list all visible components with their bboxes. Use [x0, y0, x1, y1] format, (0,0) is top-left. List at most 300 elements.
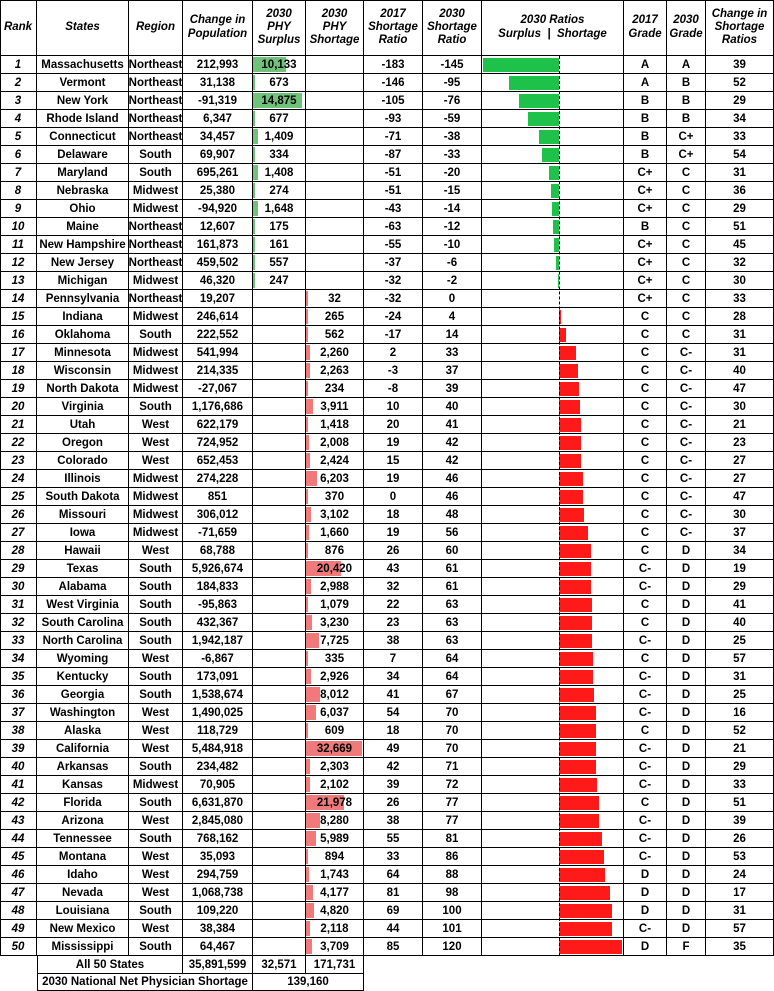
shortage-cell — [306, 326, 364, 344]
surplus-cell — [253, 146, 306, 164]
change-ratio-cell — [706, 218, 774, 236]
surplus-cell — [253, 200, 306, 218]
rank-cell — [0, 668, 37, 686]
state-text: Ohio — [69, 202, 96, 215]
grade-2017-cell — [624, 434, 667, 452]
rank-text: 16 — [11, 328, 25, 341]
ratio-2030-cell — [423, 380, 482, 398]
population-change-cell — [183, 236, 253, 254]
shortage-bar — [306, 705, 316, 720]
ratio-shortage-bar — [559, 400, 580, 414]
ratio-2017-text: -183 — [381, 58, 405, 71]
change-ratio-cell — [706, 722, 774, 740]
surplus-cell — [253, 362, 306, 380]
population-change-text: 459,502 — [196, 256, 239, 269]
grade-2030-cell — [667, 74, 706, 92]
shortage-bar — [306, 309, 308, 324]
ratio-2017-cell — [364, 884, 423, 902]
ratio-shortage-bar — [559, 886, 610, 900]
header-grade-2030: 2030 Grade — [667, 0, 706, 56]
grade-2030-text: C — [681, 328, 691, 341]
change-ratio-cell — [706, 290, 774, 308]
rank-text: 48 — [11, 904, 25, 917]
change-ratio-cell — [706, 488, 774, 506]
grade-2017-cell — [624, 200, 667, 218]
ratio-2017-text: -24 — [384, 310, 402, 323]
grade-2030-cell — [667, 740, 706, 758]
region-text: Northeast — [128, 112, 183, 125]
population-change-text: 35,093 — [199, 850, 236, 863]
shortage-bar — [306, 759, 310, 774]
population-change-text: -6,867 — [201, 652, 234, 665]
grade-2017-cell — [624, 470, 667, 488]
change-ratio-text: 53 — [733, 850, 746, 863]
surplus-text: 175 — [269, 220, 289, 233]
shortage-cell — [306, 110, 364, 128]
rank-text: 44 — [11, 832, 25, 845]
shortage-text: 3,709 — [320, 940, 349, 953]
shortage-text: 8,280 — [320, 814, 349, 827]
grade-2017-cell — [624, 128, 667, 146]
grade-2030-text: C — [681, 238, 691, 251]
surplus-text: 14,875 — [261, 94, 297, 107]
rank-cell — [0, 812, 37, 830]
state-cell — [37, 596, 129, 614]
grade-2030-text: D — [681, 580, 691, 593]
population-change-text: 64,467 — [199, 940, 236, 953]
region-text: South — [139, 940, 172, 953]
state-text: New York — [56, 94, 109, 107]
grade-2030-cell — [667, 254, 706, 272]
region-cell — [129, 362, 183, 380]
state-text: North Dakota — [46, 382, 119, 395]
ratio-2030-text: 77 — [445, 814, 459, 827]
state-text: Missouri — [58, 508, 107, 521]
population-change-text: 234,482 — [196, 760, 239, 773]
ratio-2030-cell — [423, 668, 482, 686]
grade-2017-cell — [624, 866, 667, 884]
population-change-cell — [183, 920, 253, 938]
grade-2017-text: A — [640, 76, 650, 89]
header-change-population: Change in Population — [183, 0, 253, 56]
rank-cell — [0, 920, 37, 938]
change-ratio-text: 31 — [733, 328, 746, 341]
region-cell — [129, 920, 183, 938]
ratio-2030-text: 33 — [445, 346, 459, 359]
shortage-cell — [306, 218, 364, 236]
rank-text: 22 — [11, 436, 25, 449]
state-text: West Virginia — [46, 598, 119, 611]
ratio-2017-text: -71 — [384, 130, 402, 143]
ratio-2017-cell — [364, 236, 423, 254]
ratio-2017-text: 33 — [386, 850, 400, 863]
surplus-bar — [253, 147, 255, 162]
shortage-bar — [306, 489, 308, 504]
rank-text: 2 — [14, 76, 22, 89]
surplus-cell — [253, 326, 306, 344]
grade-2017-text: C — [640, 400, 650, 413]
shortage-cell — [306, 254, 364, 272]
change-ratio-text: 27 — [733, 454, 746, 467]
grade-2030-cell — [667, 650, 706, 668]
region-text: West — [141, 814, 170, 827]
ratio-chart-cell — [482, 578, 624, 596]
rank-text: 5 — [14, 130, 22, 143]
surplus-text: 1,648 — [264, 202, 294, 215]
grade-2017-cell — [624, 632, 667, 650]
grade-2017-cell — [624, 56, 667, 74]
ratio-2017-text: -37 — [384, 256, 402, 269]
header-rank: Rank — [0, 0, 37, 56]
ratio-shortage-bar — [559, 508, 584, 522]
population-change-text: 2,845,080 — [191, 814, 244, 827]
ratio-2017-cell — [364, 614, 423, 632]
shortage-text: 3,102 — [320, 508, 349, 521]
grade-2017-text: C- — [638, 706, 652, 719]
rank-cell — [0, 110, 37, 128]
grade-2030-cell — [667, 722, 706, 740]
rank-text: 49 — [11, 922, 25, 935]
region-text: South — [139, 904, 172, 917]
ratio-2030-cell — [423, 794, 482, 812]
grade-2017-text: C — [640, 598, 650, 611]
region-text: West — [141, 454, 170, 467]
ratio-chart-cell — [482, 920, 624, 938]
change-ratio-cell — [706, 668, 774, 686]
population-change-cell — [183, 614, 253, 632]
shortage-bar — [306, 903, 314, 918]
state-cell — [37, 614, 129, 632]
state-text: Arkansas — [56, 760, 109, 773]
ratio-2030-cell — [423, 704, 482, 722]
ratio-2030-text: 14 — [445, 328, 459, 341]
ratio-2030-text: 63 — [445, 634, 459, 647]
region-text: Midwest — [132, 508, 179, 521]
ratio-2017-text: 10 — [386, 400, 400, 413]
ratio-2030-text: -12 — [443, 220, 461, 233]
region-cell — [129, 92, 183, 110]
surplus-cell — [253, 344, 306, 362]
shortage-cell — [306, 236, 364, 254]
ratio-2030-cell — [423, 218, 482, 236]
surplus-bar — [253, 111, 255, 126]
region-text: Midwest — [132, 382, 179, 395]
population-change-cell — [183, 488, 253, 506]
ratio-2030-text: 98 — [445, 886, 459, 899]
state-text: Montana — [58, 850, 107, 863]
grade-2030-text: C — [681, 292, 691, 305]
grade-2017-cell — [624, 452, 667, 470]
shortage-bar — [306, 921, 310, 936]
state-text: New Jersey — [50, 256, 115, 269]
ratio-surplus-bar — [542, 148, 559, 162]
ratio-chart-cell — [482, 542, 624, 560]
rank-text: 29 — [11, 562, 25, 575]
grade-2030-cell — [667, 164, 706, 182]
grade-2030-text: C — [681, 202, 691, 215]
ratio-2017-text: 44 — [386, 922, 400, 935]
ratio-2030-text: 86 — [445, 850, 459, 863]
grade-2017-cell — [624, 92, 667, 110]
ratio-2030-cell — [423, 848, 482, 866]
ratio-2030-cell — [423, 92, 482, 110]
surplus-cell — [253, 938, 306, 956]
grade-2017-text: C — [640, 652, 650, 665]
ratio-2017-cell — [364, 812, 423, 830]
population-change-cell — [183, 776, 253, 794]
grade-2030-cell — [667, 812, 706, 830]
population-change-cell — [183, 866, 253, 884]
ratio-2017-cell — [364, 848, 423, 866]
region-text: West — [141, 850, 170, 863]
state-text: Texas — [66, 562, 99, 575]
shortage-cell — [306, 758, 364, 776]
region-cell — [129, 506, 183, 524]
grade-2030-cell — [667, 236, 706, 254]
region-text: Midwest — [132, 184, 179, 197]
ratio-shortage-bar — [559, 796, 599, 810]
ratio-2017-cell — [364, 506, 423, 524]
grade-2030-text: D — [681, 598, 691, 611]
state-text: Vermont — [59, 76, 106, 89]
surplus-cell — [253, 488, 306, 506]
population-change-text: 184,833 — [196, 580, 239, 593]
ratio-2017-text: -51 — [384, 184, 402, 197]
grade-2030-text: D — [681, 796, 691, 809]
grade-2030-cell — [667, 344, 706, 362]
ratio-shortage-bar — [559, 940, 622, 954]
ratio-2030-cell — [423, 164, 482, 182]
state-text: North Carolina — [42, 634, 123, 647]
grade-2017-text: C+ — [637, 166, 653, 179]
ratio-2017-cell — [364, 704, 423, 722]
population-change-text: 724,952 — [196, 436, 239, 449]
shortage-cell — [306, 272, 364, 290]
shortage-text: 7,725 — [320, 634, 349, 647]
population-change-cell — [183, 308, 253, 326]
ratio-2017-text: 34 — [386, 670, 400, 683]
region-text: Northeast — [128, 94, 183, 107]
region-text: South — [139, 598, 172, 611]
surplus-cell — [253, 596, 306, 614]
ratio-shortage-bar — [559, 382, 579, 396]
shortage-text: 4,820 — [320, 904, 349, 917]
ratio-2030-cell — [423, 326, 482, 344]
grade-2017-cell — [624, 848, 667, 866]
ratio-shortage-bar — [559, 562, 591, 576]
grade-2017-cell — [624, 614, 667, 632]
ratio-shortage-bar — [559, 436, 581, 450]
ratio-2030-cell — [423, 884, 482, 902]
region-text: Northeast — [128, 58, 183, 71]
grade-2030-cell — [667, 470, 706, 488]
change-ratio-cell — [706, 866, 774, 884]
shortage-cell — [306, 524, 364, 542]
change-ratio-text: 25 — [733, 688, 746, 701]
surplus-cell — [253, 308, 306, 326]
region-text: West — [141, 544, 170, 557]
state-text: Nebraska — [56, 184, 109, 197]
grade-2017-text: B — [640, 112, 650, 125]
region-cell — [129, 542, 183, 560]
region-cell — [129, 758, 183, 776]
ratio-2030-text: -76 — [443, 94, 461, 107]
change-ratio-cell — [706, 200, 774, 218]
region-cell — [129, 128, 183, 146]
table-row — [0, 650, 774, 668]
ratio-2017-cell — [364, 668, 423, 686]
ratio-shortage-bar — [559, 472, 583, 486]
ratio-chart-cell — [482, 704, 624, 722]
ratio-shortage-bar — [559, 454, 581, 468]
grade-2017-cell — [624, 182, 667, 200]
ratio-2017-cell — [364, 362, 423, 380]
grade-2030-cell — [667, 452, 706, 470]
shortage-cell — [306, 488, 364, 506]
change-ratio-text: 40 — [733, 364, 746, 377]
rank-cell — [0, 794, 37, 812]
ratio-2030-cell — [423, 830, 482, 848]
region-text: South — [139, 580, 172, 593]
shortage-bar — [306, 291, 308, 306]
ratio-2030-text: -10 — [443, 238, 461, 251]
shortage-cell — [306, 92, 364, 110]
region-cell — [129, 182, 183, 200]
ratio-2017-text: -63 — [384, 220, 402, 233]
surplus-cell — [253, 542, 306, 560]
ratio-chart-cell — [482, 830, 624, 848]
grade-2017-text: C- — [638, 832, 652, 845]
ratio-2017-text: 64 — [386, 868, 400, 881]
change-ratio-text: 33 — [733, 292, 746, 305]
state-text: Florida — [63, 796, 102, 809]
population-change-cell — [183, 200, 253, 218]
change-ratio-text: 31 — [733, 904, 746, 917]
population-change-cell — [183, 560, 253, 578]
table-row — [0, 902, 774, 920]
ratio-shortage-bar — [559, 418, 581, 432]
ratio-chart-cell — [482, 848, 624, 866]
ratio-chart-cell — [482, 722, 624, 740]
grade-2017-cell — [624, 416, 667, 434]
region-cell — [129, 470, 183, 488]
table-row — [0, 794, 774, 812]
ratio-chart-cell — [482, 452, 624, 470]
rank-cell — [0, 524, 37, 542]
ratio-2030-cell — [423, 632, 482, 650]
rank-text: 34 — [11, 652, 25, 665]
grade-2017-text: C+ — [637, 184, 653, 197]
change-ratio-cell — [706, 56, 774, 74]
surplus-cell — [253, 794, 306, 812]
ratio-chart-cell — [482, 200, 624, 218]
ratio-2030-text: 42 — [445, 454, 459, 467]
grade-2017-text: C — [640, 490, 650, 503]
table-row — [0, 506, 774, 524]
rank-cell — [0, 560, 37, 578]
region-text: West — [141, 922, 170, 935]
region-cell — [129, 848, 183, 866]
shortage-text: 2,263 — [320, 364, 349, 377]
table-row — [0, 344, 774, 362]
region-cell — [129, 596, 183, 614]
ratio-2017-cell — [364, 74, 423, 92]
rank-cell — [0, 164, 37, 182]
shortage-cell — [306, 812, 364, 830]
rank-cell — [0, 200, 37, 218]
ratio-2030-text: 0 — [448, 292, 456, 305]
ratio-2017-text: 54 — [386, 706, 400, 719]
grade-2017-text: C — [640, 382, 650, 395]
rank-cell — [0, 326, 37, 344]
grade-2030-text: D — [681, 544, 691, 557]
ratio-2030-text: -38 — [443, 130, 461, 143]
change-ratio-cell — [706, 560, 774, 578]
ratio-2030-cell — [423, 470, 482, 488]
rank-text: 45 — [11, 850, 25, 863]
region-text: Midwest — [132, 526, 179, 539]
ratio-2017-text: 7 — [389, 652, 397, 665]
grade-2030-text: D — [681, 634, 691, 647]
surplus-text: 557 — [269, 256, 289, 269]
shortage-cell — [306, 686, 364, 704]
rank-text: 8 — [14, 184, 22, 197]
shortage-bar — [306, 669, 311, 684]
change-ratio-text: 27 — [733, 472, 746, 485]
state-text: Utah — [69, 418, 96, 431]
grade-2030-cell — [667, 308, 706, 326]
rank-cell — [0, 92, 37, 110]
grade-2017-text: B — [640, 220, 650, 233]
ratio-shortage-bar — [559, 652, 593, 666]
state-cell — [37, 506, 129, 524]
ratio-chart-cell — [482, 218, 624, 236]
surplus-text: 161 — [269, 238, 289, 251]
national-value: 139,160 — [253, 974, 364, 991]
surplus-cell — [253, 470, 306, 488]
population-change-cell — [183, 398, 253, 416]
ratio-2017-cell — [364, 308, 423, 326]
surplus-cell — [253, 110, 306, 128]
grade-2017-cell — [624, 218, 667, 236]
surplus-cell — [253, 650, 306, 668]
grade-2030-text: C- — [679, 346, 693, 359]
grade-2017-text: C — [640, 328, 650, 341]
grade-2030-cell — [667, 200, 706, 218]
state-cell — [37, 452, 129, 470]
ratio-surplus-bar — [551, 184, 559, 198]
region-cell — [129, 704, 183, 722]
shortage-cell — [306, 596, 364, 614]
rank-text: 18 — [11, 364, 25, 377]
ratio-2030-text: 37 — [445, 364, 459, 377]
rank-text: 32 — [11, 616, 25, 629]
surplus-cell — [253, 704, 306, 722]
ratio-2017-text: 81 — [386, 886, 400, 899]
shortage-bar — [306, 723, 308, 738]
rank-cell — [0, 182, 37, 200]
ratio-2017-cell — [364, 830, 423, 848]
shortage-cell — [306, 614, 364, 632]
grade-2030-text: C- — [679, 472, 693, 485]
grade-2017-text: C- — [638, 670, 652, 683]
table-row — [0, 920, 774, 938]
grade-2017-text: C — [640, 508, 650, 521]
surplus-cell — [253, 254, 306, 272]
ratio-2030-cell — [423, 398, 482, 416]
ratio-2017-text: 69 — [386, 904, 400, 917]
state-cell — [37, 290, 129, 308]
